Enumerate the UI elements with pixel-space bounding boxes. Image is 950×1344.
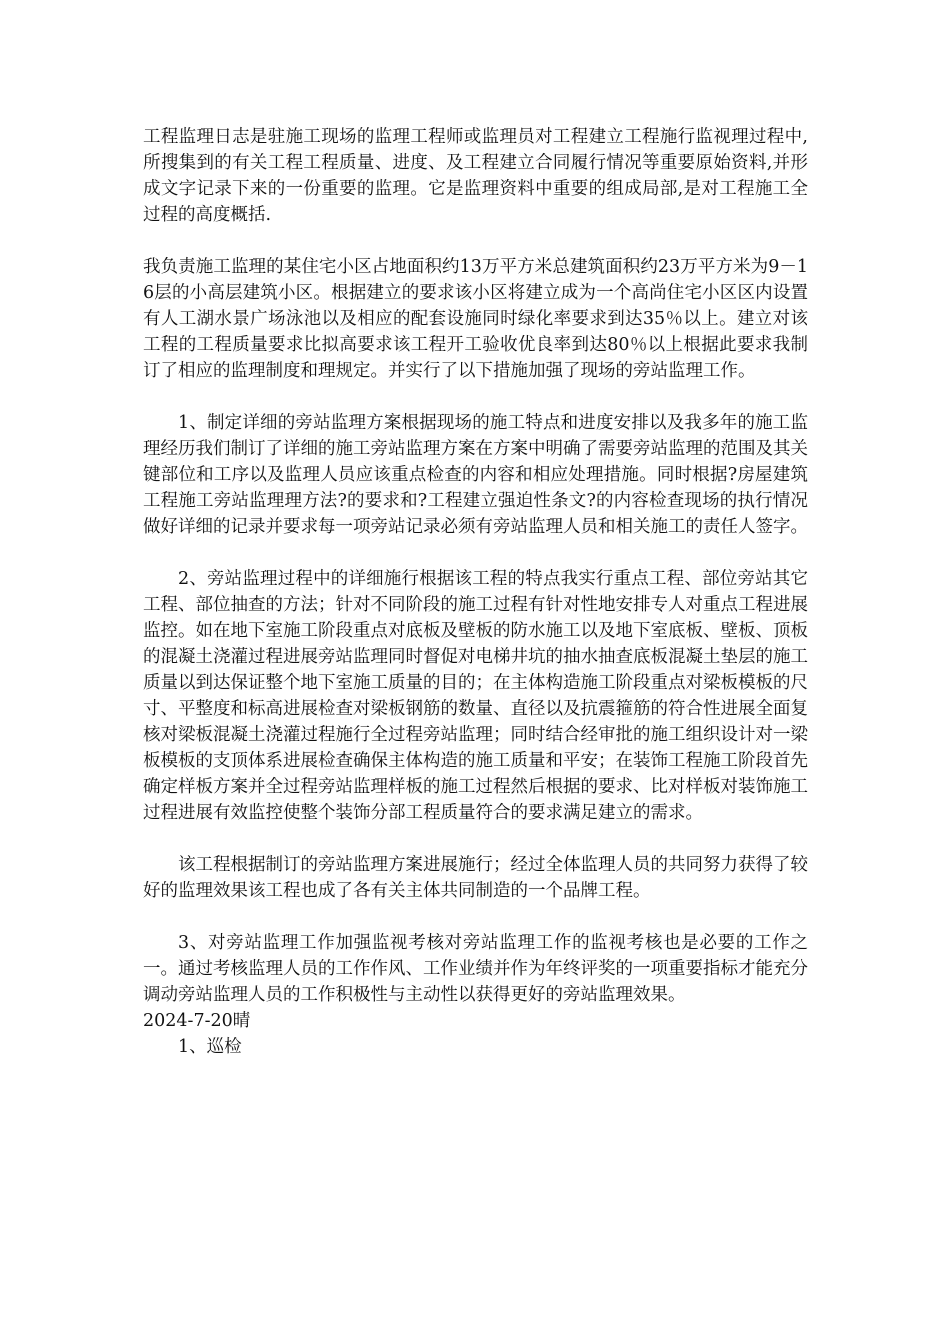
paragraph-project-overview: 我负责施工监理的某住宅小区占地面积约13万平方米总建筑面积约23万平方米为9－16层的小高层建筑小区。根据建立的要求该小区将建立成为一个高尚住宅小区区内设置有人工湖水景广场泳池以及相应的配套设施同时绿化率要求到达35％以上。建立对该工程的工程质量要求比拟高要求该工程开工验收优良率到达80％以上根据此要求我制订了相应的监理制度和理规定。并实行了以下措施加强了现场的旁站监理工作。	[143, 257, 808, 381]
paragraph-result: 该工程根据制订的旁站监理方案进展施行；经过全体监理人员的共同努力获得了较好的监理效果该工程也成了各有关主体共同制造的一个品牌工程。	[143, 855, 808, 901]
log-item-line: 1、巡检	[178, 1037, 242, 1057]
paragraph-item-1: 1、制定详细的旁站监理方案根据现场的施工特点和进度安排以及我多年的施工监理经历我们制订了详细的施工旁站监理方案在方案中明确了需要旁站监理的范围及其关键部位和工序以及监理人员应该重点检查的内容和相应处理措施。同时根据?房屋建筑工程施工旁站监理理方法?的要求和?工程建立强迫性条文?的内容检查现场的执行情况做好详细的记录并要求每一项旁站记录必须有旁站监理人员和相关施工的责任人签字。	[143, 413, 808, 537]
paragraph-item-3: 3、对旁站监理工作加强监视考核对旁站监理工作的监视考核也是必要的工作之一。通过考核监理人员的工作作风、工作业绩并作为年终评奖的一项重要指标才能充分调动旁站监理人员的工作积极性与主动性以获得更好的旁站监理效果。	[143, 933, 808, 1005]
log-date-line: 2024-7-20晴	[143, 1011, 251, 1031]
paragraph-intro: 工程监理日志是驻施工现场的监理工程师或监理员对工程建立工程施行监视理过程中,所搜集到的有关工程工程质量、进度、及工程建立合同履行情况等重要原始资料,并形成文字记录下来的一份重要的监理。它是监理资料中重要的组成局部,是对工程施工全过程的高度概括.	[143, 127, 808, 225]
document-page	[143, 124, 808, 1060]
paragraph-item-2: 2、旁站监理过程中的详细施行根据该工程的特点我实行重点工程、部位旁站其它工程、部位抽查的方法；针对不同阶段的施工过程有针对性地安排专人对重点工程进展监控。如在地下室施工阶段重点对底板及壁板的防水施工以及地下室底板、壁板、顶板的混凝土浇灌过程进展旁站监理同时督促对电梯井坑的抽水抽查底板混凝土垫层的施工质量以到达保证整个地下室施工质量的目的；在主体构造施工阶段重点对梁板模板的尺寸、平整度和标高进展检查对梁板钢筋的数量、直径以及抗震箍筋的符合性进展全面复核对梁板混凝土浇灌过程施行全过程旁站监理；同时结合经审批的施工组织设计对一梁板模板的支顶体系进展检查确保主体构造的施工质量和平安；在装饰工程施工阶段首先确定样板方案并全过程旁站监理样板的施工过程然后根据的要求、比对样板对装饰施工过程进展有效监控使整个装饰分部工程质量符合的要求满足建立的需求。	[143, 569, 808, 823]
